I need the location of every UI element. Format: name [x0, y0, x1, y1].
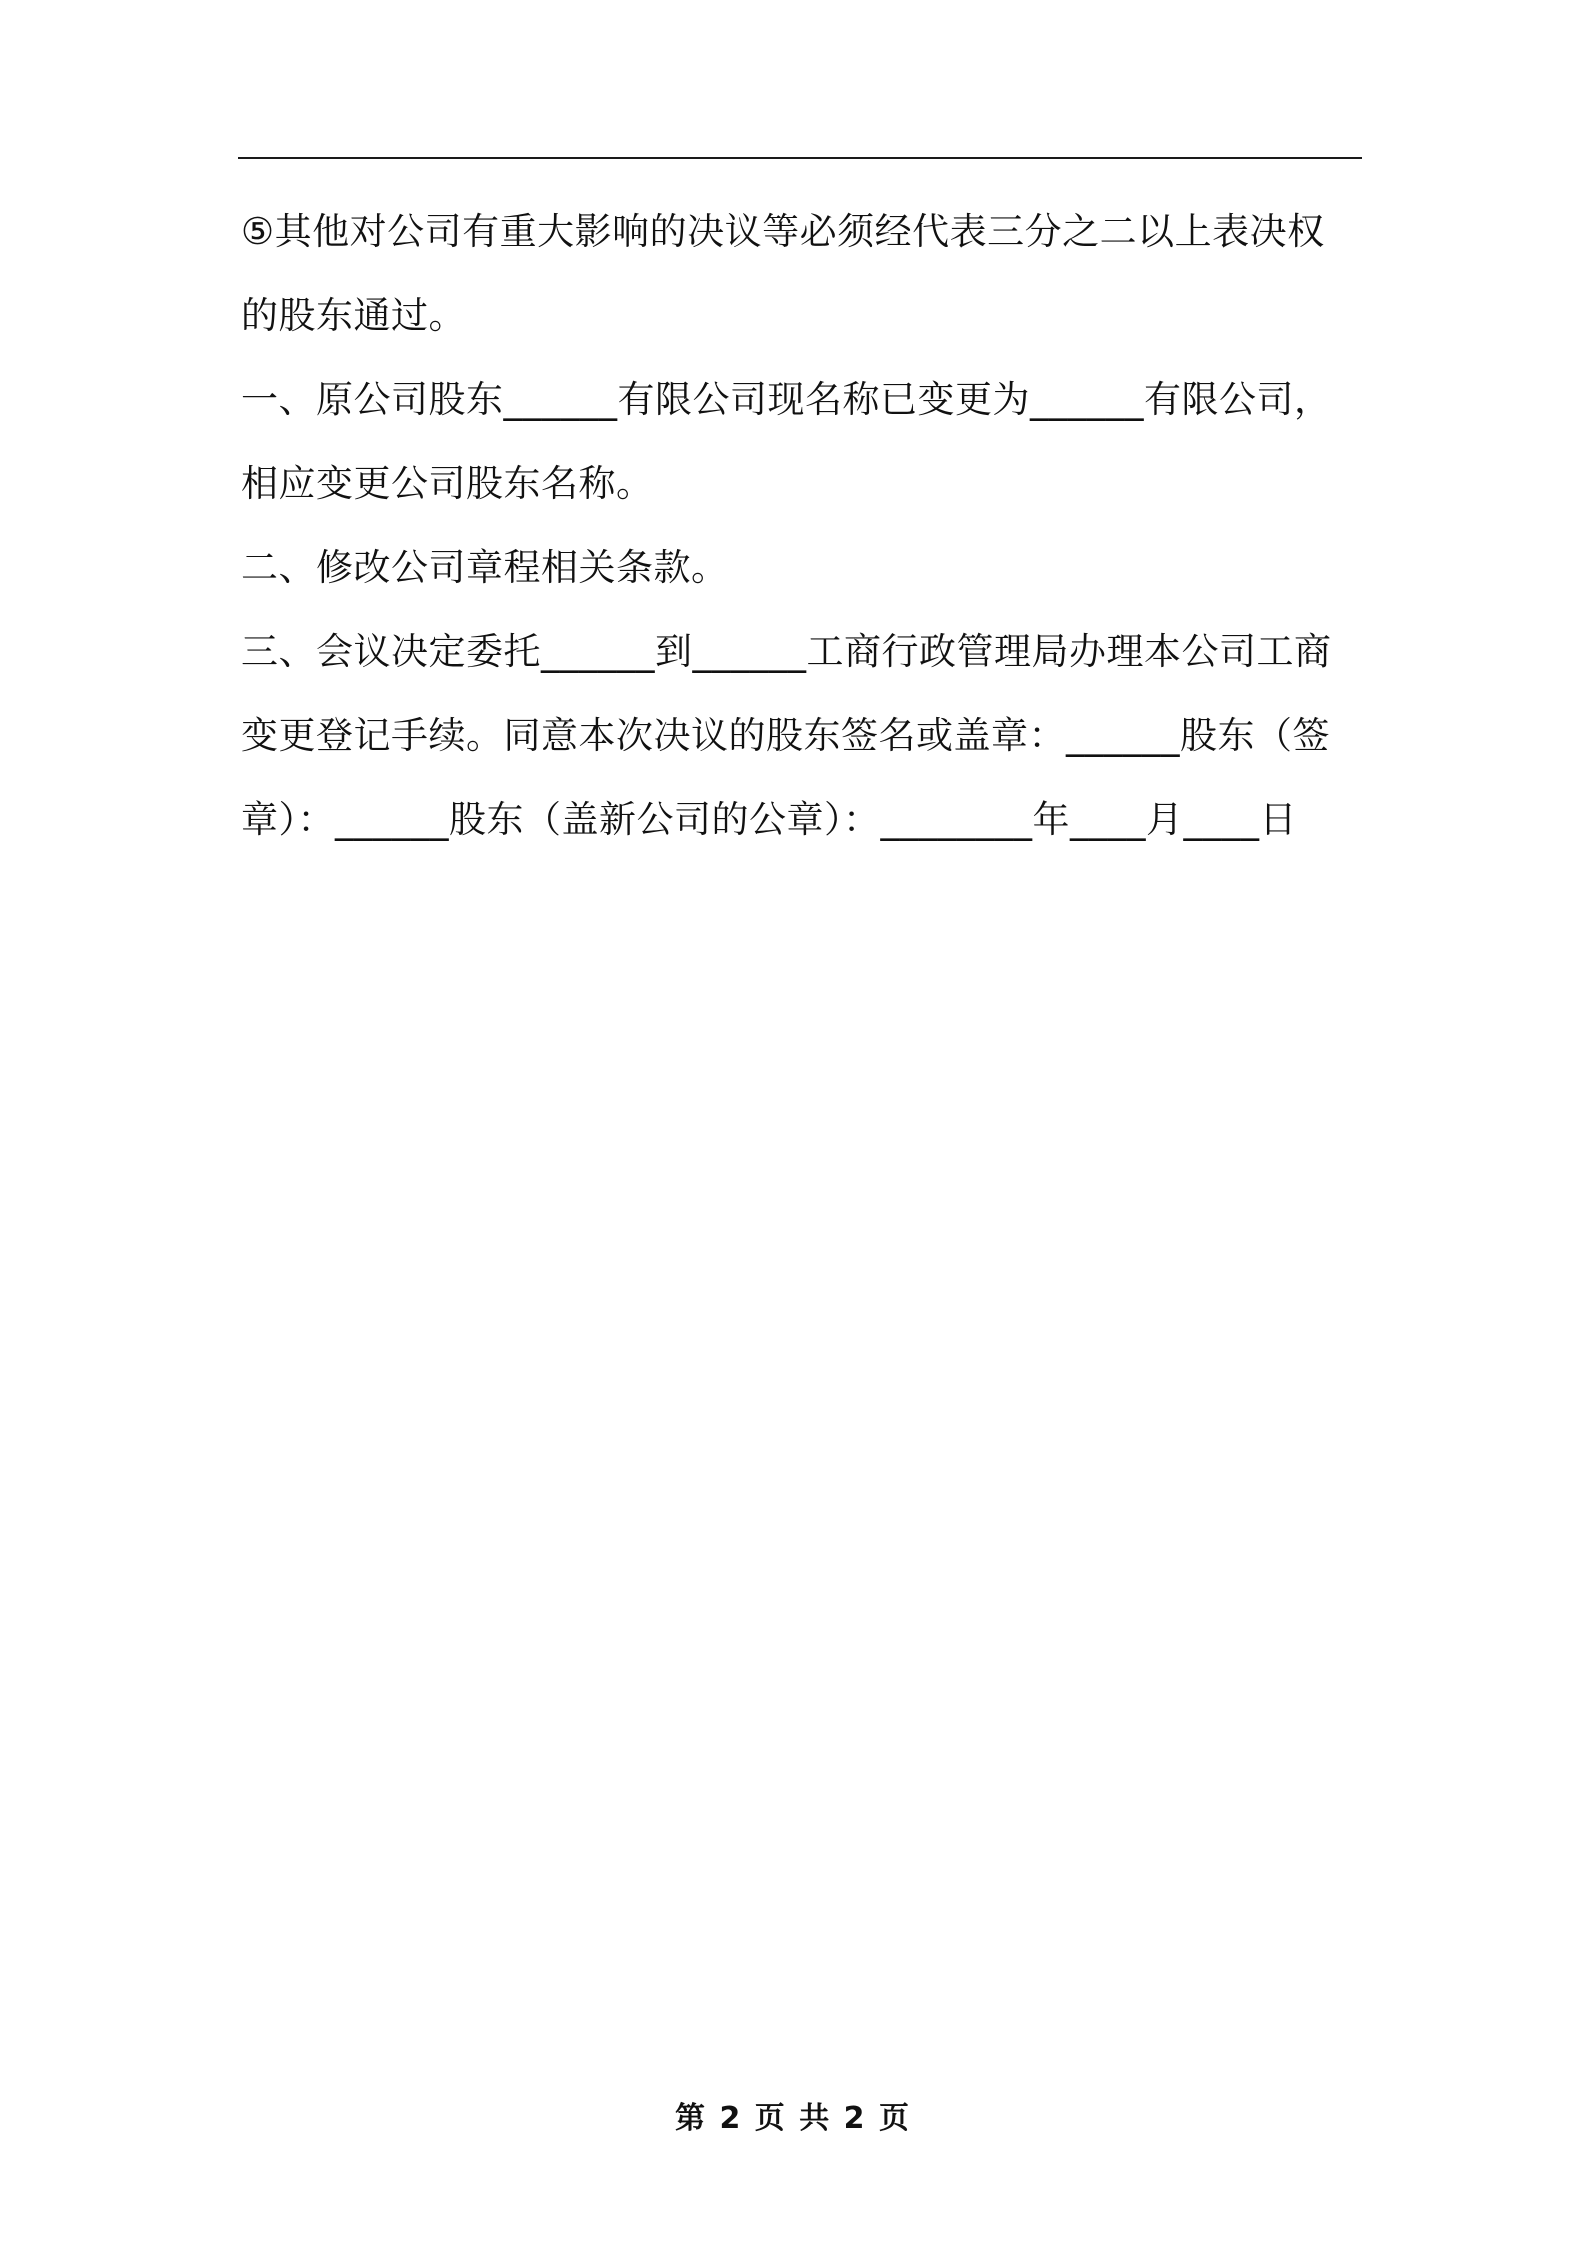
text-line: 变更登记手续。同意本次决议的股东签名或盖章：______股东（签: [241, 714, 1330, 757]
text-line: 相应变更公司股东名称。: [241, 462, 654, 505]
text-line: 的股东通过。: [241, 294, 466, 337]
text-line: 一、原公司股东______有限公司现名称已变更为______有限公司，: [241, 378, 1332, 421]
text-line: 二、修改公司章程相关条款。: [241, 546, 729, 589]
resolution-body: [241, 190, 1363, 862]
text-line: ⑤其他对公司有重大影响的决议等必须经代表三分之二以上表决权: [241, 210, 1325, 253]
text-line: 三、会议决定委托______到______工商行政管理局办理本公司工商: [241, 630, 1332, 673]
text-line: 章）：______股东（盖新公司的公章）：________年____月____日: [241, 798, 1297, 841]
header-rule: [238, 157, 1362, 159]
page-number-footer: 第 2 页 共 2 页: [675, 2101, 911, 2136]
